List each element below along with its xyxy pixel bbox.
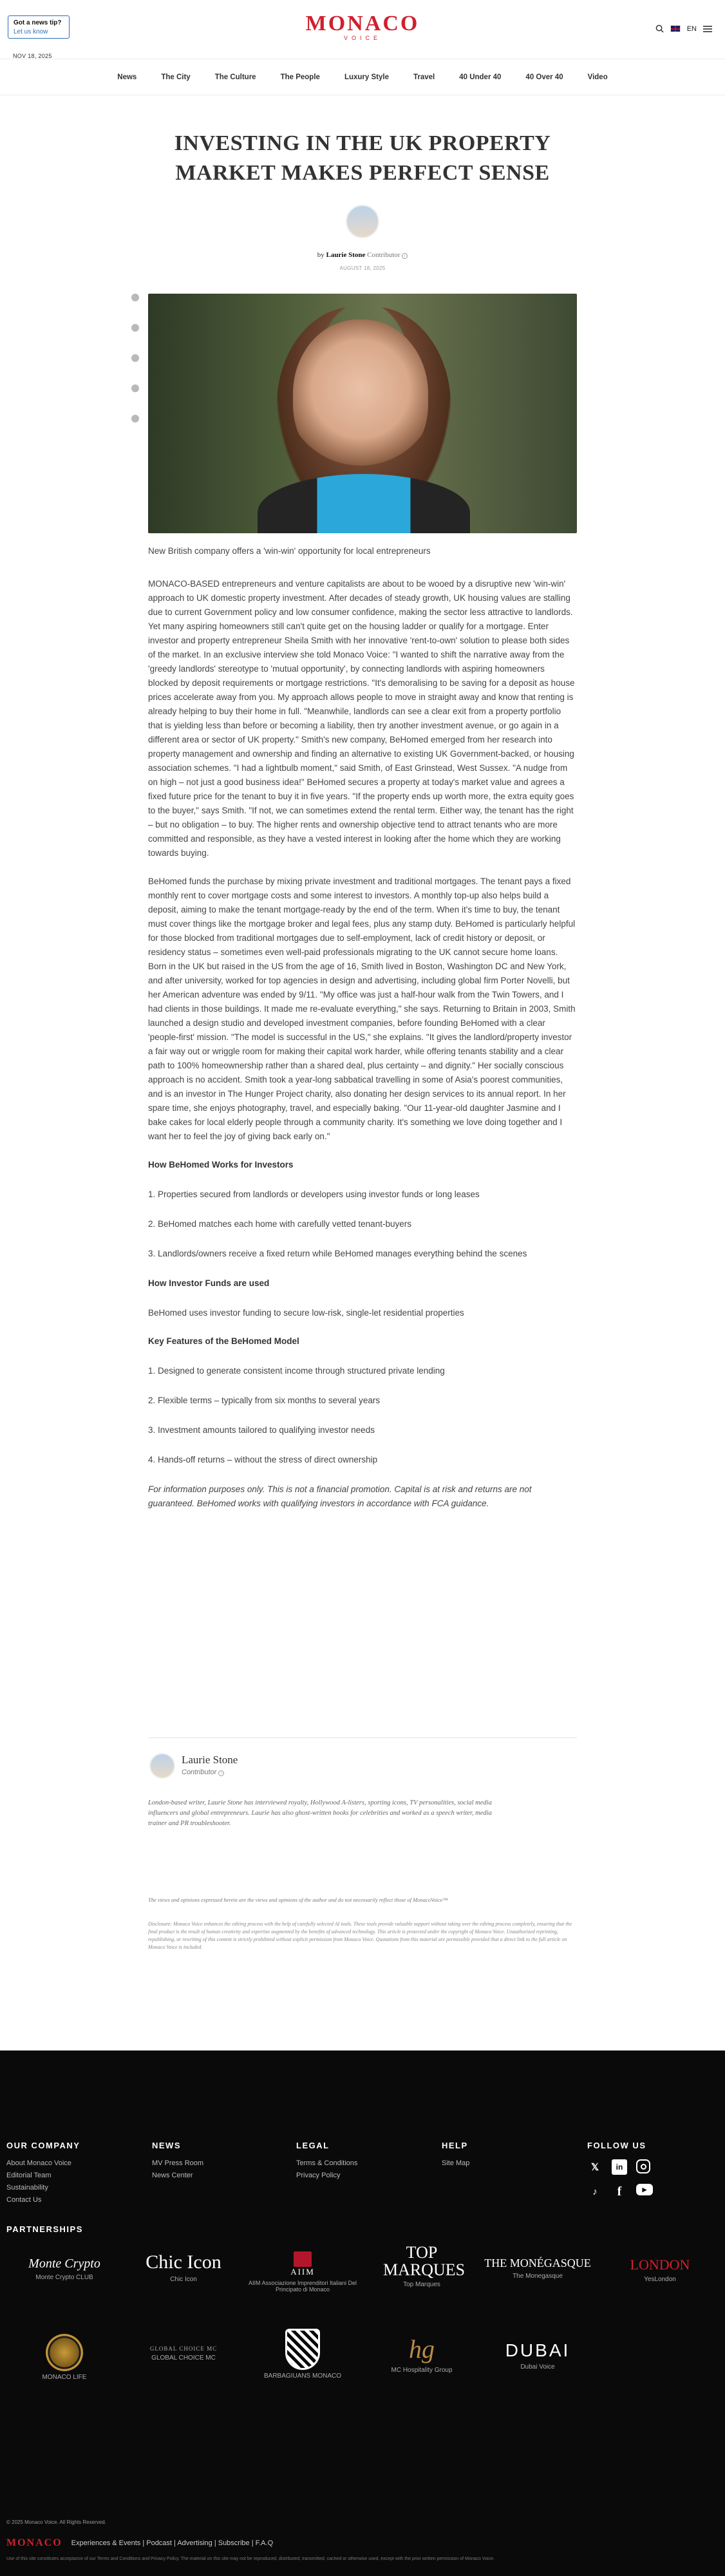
share-bar [131, 294, 139, 422]
partner-name: MC Hospitality Group [391, 2367, 453, 2374]
hero-portrait-clothing [258, 474, 470, 533]
article-paragraph: BeHomed funds the purchase by mixing private investment and traditional mortgages. The tenant pays a fixed monthly rent to cover mortgage costs and some interest to investors. A monthly top-up also helps build a deposit, aiming to make the tenant mortgage-ready by the end of the term. When it's time to buy, the tenant must cover things like the mortgage broker and legal fees, plus any stamp duty. BeHomed is particularly helpful for those blocked from traditional mortgages due to self-employment, lack of credit history or deposit, or residency status – sometimes even well-paid professionals migrating to the UK cannot secure home loans. Born in the UK but raised in the US from the age of 16, Smith lived in Boston, Washington DC and New York, and after university, worked for top agencies in design and advertising, including global firm Porter Novelli, but her American adventure was ended by 9/11. "My office was just a half-hour walk from the Twin Towers, and I had clients in those buildings. It made me re-evaluate everything," she says. Returning to Britain in 2003, Smith launched a design studio and developed investment companies, before founding BeHomed with a clear 'people-first' mission. "The model is successful in the US," she explains. "It gives the landlord/property investor a fair way out or wriggle room for making their capital work harder, while offering tenants stability and a clear path to 100% homeownership rather than a shared deal, plus certainty – and dignity." Her socially conscious approach is no accident. Smith took a year-long sabbatical travelling in some of Asia's poorest communities, and is an investor in The Hunger Project charity, also donating her design services to its annual report. In her spare time, she enjoys photography, travel, and especially baking. "Our 11-year-old daughter Jasmine and I bake cakes for local elderly people through a community charity. It's something we love doing together and I want her to feel the joy of giving back early on." [148, 876, 576, 1141]
barbagiuans-shield-icon [285, 2329, 320, 2370]
nav-travel[interactable]: Travel [413, 73, 435, 81]
hero-portrait-face [293, 319, 428, 474]
linkedin-share-icon[interactable] [131, 354, 139, 362]
list-item: 1. Properties secured from landlords or developers using investor funds or long leases [148, 1189, 480, 1199]
footer-link[interactable]: Site Map [442, 2159, 470, 2167]
footer-link[interactable]: About Monaco Voice [6, 2159, 71, 2167]
logo-brand: MONACO [305, 12, 420, 35]
partner-logo: AIIM [290, 2267, 315, 2277]
image-caption: New British company offers a 'win-win' opportunity for local entrepreneurs [148, 546, 431, 556]
views-note: The views and opinions expressed herein are the views and opinions of the author and do not necessarily reflect those of MonacoVoice™ [148, 1897, 448, 1903]
partner-name: Monte Crypto CLUB [35, 2274, 93, 2281]
hamburger-menu-icon[interactable] [703, 25, 712, 33]
monaco-life-emblem-icon [46, 2334, 83, 2371]
partner-aiim[interactable] [248, 2251, 357, 2293]
partner-logo: LONDON [630, 2257, 690, 2273]
twitter-icon[interactable]: 𝕏 [590, 2162, 599, 2173]
section-heading-funds: How Investor Funds are used [148, 1278, 270, 1288]
bio-role-label: Contributor [182, 1768, 217, 1776]
footer-link[interactable]: Contact Us [6, 2196, 42, 2204]
footer-heading: NEWS [152, 2141, 181, 2150]
partner-name: Dubai Voice [520, 2363, 555, 2371]
article-paragraph: MONACO-BASED entrepreneurs and venture capitalists are about to be wooed by a disruptive new 'win-win' approach to UK domestic property investment. After decades of steady growth, UK housing values are stalling due to current Government policy and low consumer confidence, making the sector less attractive to landlords. Yet many aspiring homeowners still can't quite get on the housing ladder or qualify for a mortgage. Enter investor and property entrepreneur Sheila Smith with her innovative 'rent-to-own' solution to please both sides of the market. In an exclusive interview she told Monaco Voice: "I wanted to shift the narrative away from the 'greedy landlords' stereotype to 'mutual opportunity', by connecting landlords with aspiring homeowners blocked by deposit requirements or mortgage restrictions. "It's demoralising to be saving for a deposit as house prices accelerate away from you. My approach allows people to move in straight away and know that renting is already helping to buy their home in full. "Meanwhile, landlords can see a clear exit from a property portfolio that is yielding less than before or becoming a liability, then try another investment avenue, or go again in a different area or sector of UK property." Smith's new company, BeHomed emerged from her research into property management and ownership and finding an alternative to existing UK Government-backed, or housing association schemes. "I had a lightbulb moment," said Smith, of East Grinstead, West Sussex. "A nudge from on high – not just a good business idea!" BeHomed secures a property at today's market value and agrees a fixed future price for the tenant to buy it in five years. "If the property ends up worth more, the extra equity goes to the buyer," says Smith. "If not, we can sometimes extend the rental term. Either way, the tenant has the right – but no obligation – to buy. The higher rents and ownership objective tend to attract tenants who are more committed and responsible, as they have a vested interest in looking after the home which they are working towards buying. [148, 579, 575, 858]
bio-role [182, 1768, 224, 1776]
financial-disclaimer: For information purposes only. This is not a financial promotion. Capital is at risk and returns are not guaranteed. BeHomed works with qualifying investors in accordance with FCA guidance. [148, 1484, 532, 1508]
bio-name[interactable]: Laurie Stone [182, 1754, 238, 1766]
site-footer [0, 2050, 725, 2576]
author-line [148, 251, 577, 259]
partner-barbagiuans[interactable] [248, 2329, 357, 2380]
site-header [0, 0, 725, 59]
partner-the-monegasque[interactable] [483, 2257, 592, 2280]
footer-link[interactable]: MV Press Room [152, 2159, 204, 2167]
author-by: by [317, 251, 325, 259]
author-name[interactable]: Laurie Stone [326, 251, 366, 259]
nav-video[interactable]: Video [587, 73, 608, 81]
partner-name: MONACO LIFE [42, 2374, 87, 2381]
footer-link[interactable]: Terms & Conditions [296, 2159, 358, 2167]
nav-the-city[interactable]: The City [161, 73, 191, 81]
nav-luxury-style[interactable]: Luxury Style [344, 73, 389, 81]
partner-name: YesLondon [644, 2276, 676, 2283]
list-item: 3. Investment amounts tailored to qualifying investor needs [148, 1425, 375, 1435]
footer-col-help [442, 2141, 469, 2172]
list-item: 2. BeHomed matches each home with carefully vetted tenant-buyers [148, 1219, 411, 1229]
partner-logo: DUBAI [505, 2340, 570, 2360]
site-logo[interactable] [0, 12, 725, 41]
nav-40-over-40[interactable]: 40 Over 40 [525, 73, 563, 81]
info-icon[interactable]: i [218, 1770, 224, 1776]
ai-disclosure: Disclosure: Monaco Voice enhances the editing process with the help of carefully selected AI tools. These tools provide valuable support without taking over the editing process completely, ensuring that the final product is the result of human creativity and expertise augmented by the benefits of advanced technology. This article is protected under the copyright of Monaco Voice. Unauthorized reprinting, republishing, or rewriting of this content is strictly prohibited without explicit permission from Monaco Voice. Quotations from this material are permissible provided that a direct link to the full article on Monaco Voice is included. [148, 1921, 572, 1950]
section-heading-features: Key Features of the BeHomed Model [148, 1336, 299, 1346]
bio-avatar[interactable] [149, 1753, 175, 1779]
section-heading-investors: How BeHomed Works for Investors [148, 1160, 294, 1170]
partner-logo: Monte Crypto [28, 2257, 100, 2271]
footer-link[interactable]: Editorial Team [6, 2172, 52, 2179]
publish-date: AUGUST 18, 2025 [339, 265, 386, 271]
partner-yes-london[interactable] [605, 2257, 715, 2283]
partner-top-marques[interactable] [367, 2244, 476, 2288]
list-item: 4. Hands-off returns – without the stress of direct ownership [148, 1455, 378, 1464]
aiim-emblem-icon [294, 2251, 312, 2267]
author-avatar[interactable] [346, 205, 379, 238]
partner-global-choice[interactable] [129, 2345, 238, 2362]
article-body [148, 577, 577, 1525]
current-date: NOV 18, 2025 [13, 53, 52, 59]
logo-sub: VOICE [343, 35, 381, 41]
partners-heading: PARTNERSHIPS [6, 2224, 83, 2234]
info-icon[interactable]: i [402, 253, 408, 259]
partner-mc-hospitality[interactable] [367, 2334, 476, 2374]
funds-text: BeHomed uses investor funding to secure low-risk, single-let residential properties [148, 1308, 464, 1318]
nav-news[interactable]: News [117, 73, 137, 81]
partner-name: Top Marques [403, 2281, 440, 2288]
partner-name: The Monegasque [513, 2273, 563, 2280]
language-selector[interactable]: EN [686, 24, 697, 33]
youtube-icon[interactable]: ▶ [636, 2184, 653, 2195]
search-icon[interactable] [655, 24, 664, 33]
hero-image [148, 294, 577, 533]
facebook-icon[interactable]: f [617, 2184, 622, 2199]
partner-monte-crypto[interactable] [10, 2257, 119, 2281]
partner-dubai-voice[interactable] [483, 2340, 592, 2371]
email-share-icon[interactable] [131, 415, 139, 422]
twitter-share-icon[interactable] [131, 324, 139, 332]
uk-flag-icon[interactable] [670, 25, 681, 32]
copyright: © 2025 Monaco Voice. All Rights Reserved. [6, 2519, 106, 2525]
facebook-share-icon[interactable] [131, 294, 139, 301]
footer-bottom-bar [6, 2537, 273, 2549]
list-item: 2. Flexible terms – typically from six months to several years [148, 1396, 381, 1405]
terms-notice: Use of this site constitutes acceptance of our Terms and Conditions and Privacy Policy. The material on this site may not be reproduced, distributed, transmitted, cached or otherwise used, except with the prior written permission of Monaco Voice. [6, 2557, 494, 2561]
partner-name: BARBAGIUANS MONACO [263, 2372, 342, 2380]
linkedin-icon[interactable]: in [612, 2159, 627, 2175]
footer-link[interactable]: Privacy Policy [296, 2172, 341, 2179]
main-nav [0, 59, 725, 95]
footer-bottom-links[interactable]: Experiences & Events | Podcast | Advertising | Subscribe | F.A.Q [71, 2539, 274, 2547]
partner-logo: hg [409, 2334, 435, 2363]
pinterest-share-icon[interactable] [131, 384, 139, 392]
partner-name: GLOBAL CHOICE MC [151, 2354, 216, 2362]
tiktok-icon[interactable]: ♪ [592, 2186, 598, 2197]
footer-heading: FOLLOW US [587, 2141, 646, 2150]
footer-logo[interactable]: MONACO [6, 2537, 62, 2548]
nav-40-under-40[interactable]: 40 Under 40 [459, 73, 502, 81]
footer-heading: OUR COMPANY [6, 2141, 80, 2150]
nav-the-culture[interactable]: The Culture [214, 73, 256, 81]
footer-col-follow [587, 2141, 658, 2199]
list-item: 1. Designed to generate consistent income through structured private lending [148, 1366, 445, 1376]
header-tools [655, 24, 712, 33]
news-tip-link[interactable]: Let us know [14, 28, 48, 35]
partner-name: AIIM Associazione Imprenditori Italiani Del Principato di Monaco [248, 2280, 357, 2293]
footer-col-legal [296, 2141, 357, 2184]
nav-the-people[interactable]: The People [280, 73, 320, 81]
partner-logo: TOP MARQUES [383, 2243, 466, 2279]
partner-logo: GLOBAL CHOICE MC [149, 2345, 218, 2352]
partner-logo: Chic Icon [146, 2251, 221, 2273]
news-tip-title: Got a news tip? [14, 19, 62, 26]
footer-link[interactable]: News Center [152, 2172, 193, 2179]
article-title: INVESTING IN THE UK PROPERTY MARKET MAKES PERFECT SENSE [174, 131, 551, 185]
partner-logo: THE MONÉGASQUE [484, 2257, 591, 2269]
footer-link[interactable]: Sustainability [6, 2184, 48, 2192]
list-item: 3. Landlords/owners receive a fixed return while BeHomed manages everything behind the scenes [148, 1249, 527, 1258]
footer-heading: HELP [442, 2141, 468, 2150]
partner-chic-icon[interactable] [129, 2251, 238, 2283]
author-role: Contributor [367, 251, 400, 259]
footer-heading: LEGAL [296, 2141, 330, 2150]
bio-text: London-based writer, Laurie Stone has interviewed royalty, Hollywood A-listers, sporting icons, TV personalities, social media influencers and global entrepreneurs. Laurie has also ghost-written books for celebrities and worked as a speech writer, media trainer and PR troubleshooter. [148, 1799, 492, 1827]
footer-col-news [152, 2141, 203, 2184]
partner-name: Chic Icon [170, 2276, 197, 2283]
footer-col-company [6, 2141, 80, 2208]
partner-monaco-life[interactable] [10, 2334, 119, 2381]
instagram-icon[interactable] [636, 2159, 650, 2174]
social-links [587, 2159, 658, 2199]
